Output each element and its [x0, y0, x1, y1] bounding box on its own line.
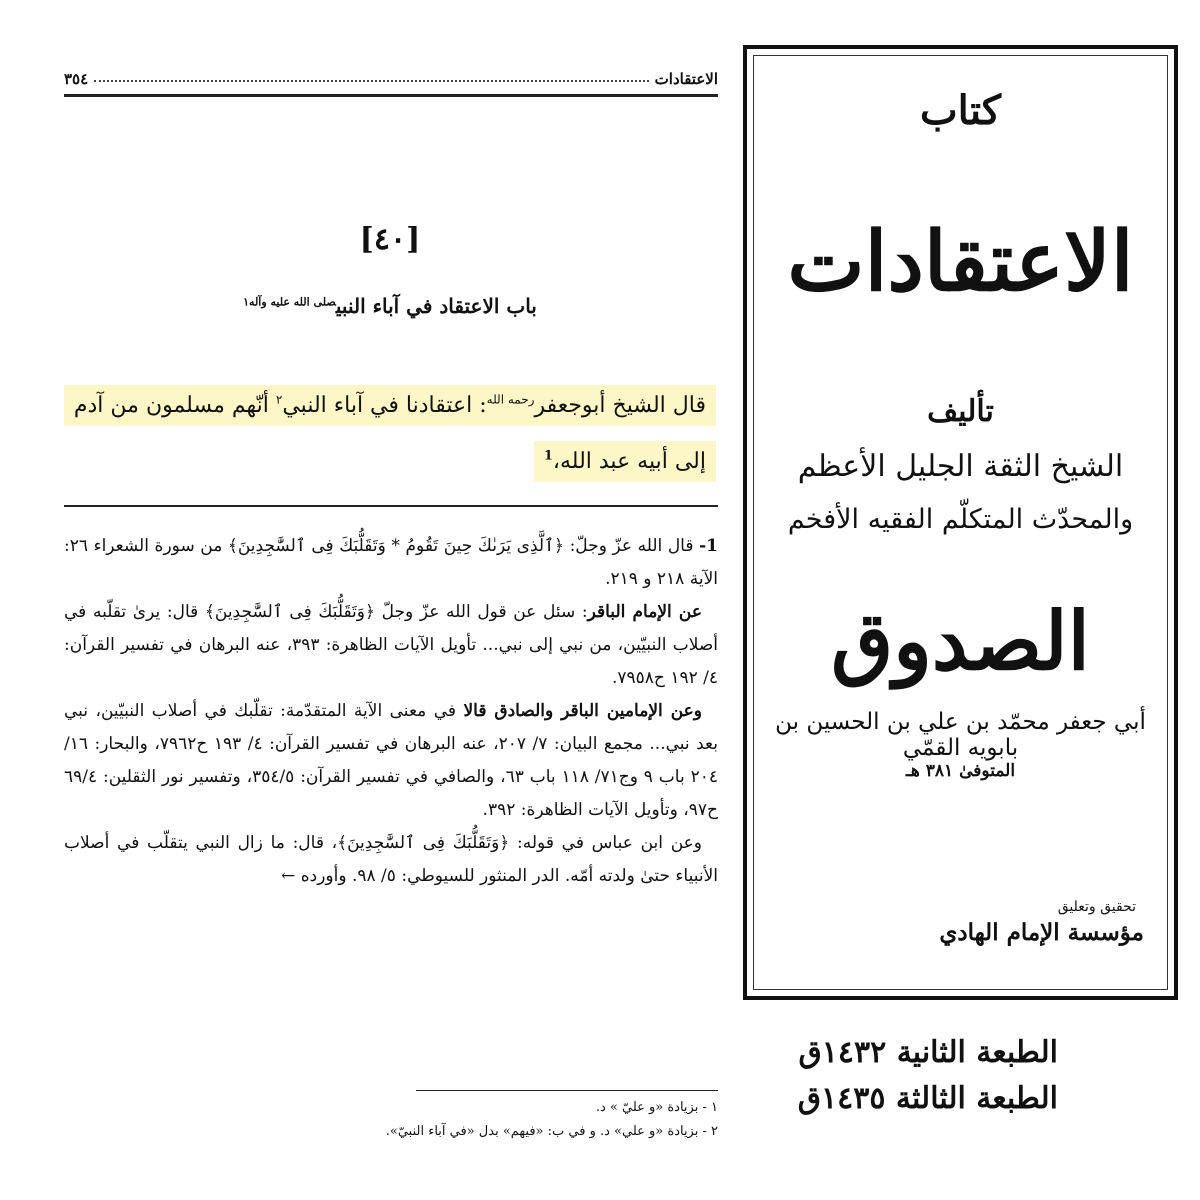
main-text-segment: قال الشيخ أبوجعفر	[534, 393, 706, 419]
cover-author: الصدوق	[831, 594, 1090, 688]
cover-full-name: أبي جعفر محمّد بن علي بن الحسين بن بابويه القمّي	[775, 709, 1146, 761]
running-head	[64, 70, 718, 97]
footnote-rule	[416, 1090, 718, 1091]
highlighted-main-text	[52, 375, 716, 487]
main-text-segment: : اعتقادنا في آباء النبي	[282, 393, 487, 419]
chapter-title-text: باب الاعتقاد في آباء النبي	[335, 294, 537, 318]
cover-tahqiq: تحقيق وتعليق	[1057, 899, 1136, 915]
cover-publisher: مؤسسة الإمام الهادي	[939, 919, 1144, 946]
note-paragraph	[64, 827, 718, 893]
note-lead: عن الإمام الباقر	[587, 602, 702, 622]
book-page	[40, 50, 720, 1170]
main-text-segment: أنّهم مسلمون من آدم	[73, 393, 276, 419]
chapter-title-note: ١	[243, 295, 250, 309]
edition-line: الطبعة الثانية ١٤٣٢ق	[798, 1035, 1058, 1070]
note-text: وعن ابن عباس في قوله: ﴿وَتَقَلُّبَكَ فِى ٱلسَّٰجِدِينَ﴾، قال: ما زال النبي يتقلّب في أصلاب الأنبياء حتىٰ ولدته أمّه. الدر المنثور للسيوطي: ٥/ ٩٨. وأورده ←	[64, 833, 718, 886]
edition-line: الطبعة الثالثة ١٤٣٥ق	[797, 1081, 1058, 1116]
note-text: : سئل عن قول الله عزّ وجلّ ﴿وَتَقَلُّبَكَ فِى ٱلسَّٰجِدِينَ﴾ قال: يرىٰ تقلّبه في أصلاب النبيّين، من نبي إلى نبي... تأويل الآيات الظاهرة: ٣٩٣، عنه البرهان في تفسير القرآن: ٤/ ١٩٢ ح٧٩٥٨.	[64, 602, 719, 688]
running-head-title: الاعتقادات	[654, 70, 718, 88]
cover-taleef: تأليف	[927, 394, 994, 429]
running-head-dots	[94, 70, 649, 82]
cover-shaikh-line: الشيخ الثقة الجليل الأعظم	[797, 449, 1124, 484]
footnote: ١ - بزيادة «و عليّ » د.	[595, 1100, 718, 1115]
cover-muhaddith-line: والمحدّث المتكلّم الفقيه الأفخم	[787, 504, 1134, 535]
chapter-title-honorific: صلى الله عليه وآله	[249, 295, 336, 309]
commentary-notes	[64, 530, 718, 893]
main-text-line-1	[64, 385, 716, 426]
editions	[743, 1030, 1058, 1122]
note-text: في معنى الآية المتقدّمة: تقلّبك في أصلاب النبيّين، نبي بعد نبي... مجمع البيان: ٧/ ٢٠٧، عنه البرهان في تفسير القرآن: ٤/ ١٩٣ ح٧٩٦٢، والبحار: ١٦/ ٢٠٤ باب ٩ وج٧١/ ١١٨ باب ٦٣، والصافي في تفسير القرآن: ٣٥٤/٥، وتفسير نور الثقلين: ٦٩/٤ ح٩٧، وتأويل الآيات الظاهرة: ٣٩٢.	[64, 701, 718, 820]
chapter-title	[40, 294, 740, 318]
footnote-ref: ٢	[275, 393, 283, 407]
note-paragraph	[64, 596, 718, 695]
cover-kitab: كتاب	[920, 87, 1001, 134]
page-number: ٣٥٤	[64, 70, 89, 88]
note-lead: وعن الإمامين الباقر والصادق	[494, 701, 703, 721]
note-paragraph	[64, 695, 718, 827]
separator-rule	[64, 505, 718, 507]
footnote: ٢ - بزيادة «و علي» د. و في ب: «فيهم» بدل «في آباء النبيّ».	[385, 1124, 718, 1139]
chapter-number: [٤٠]	[359, 222, 421, 257]
note-lead: قالا	[463, 701, 495, 721]
book-cover	[743, 45, 1178, 1000]
footnotes	[64, 1096, 718, 1144]
note-text: قال الله عزّ وجلّ: ﴿ٱلَّذِى يَرَىٰكَ حِينَ تَقُومُ * وَتَقَلُّبَكَ فِى ٱلسَّٰجِدِينَ﴾ من سورة الشعراء ٢٦: الآية ٢١٨ و ٢١٩.	[64, 536, 718, 589]
endnote-ref: 1	[543, 448, 553, 464]
honorific: رحمه الله	[486, 393, 535, 407]
note-paragraph	[64, 530, 718, 596]
note-number: 1-	[699, 536, 718, 556]
main-text-segment: إلى أبيه عبد الله،	[552, 448, 706, 474]
main-text-line-2	[534, 441, 716, 482]
cover-death-date: المتوفىٰ ٣٨١ هـ	[905, 761, 1016, 781]
cover-title: الاعتقادات	[787, 214, 1134, 310]
